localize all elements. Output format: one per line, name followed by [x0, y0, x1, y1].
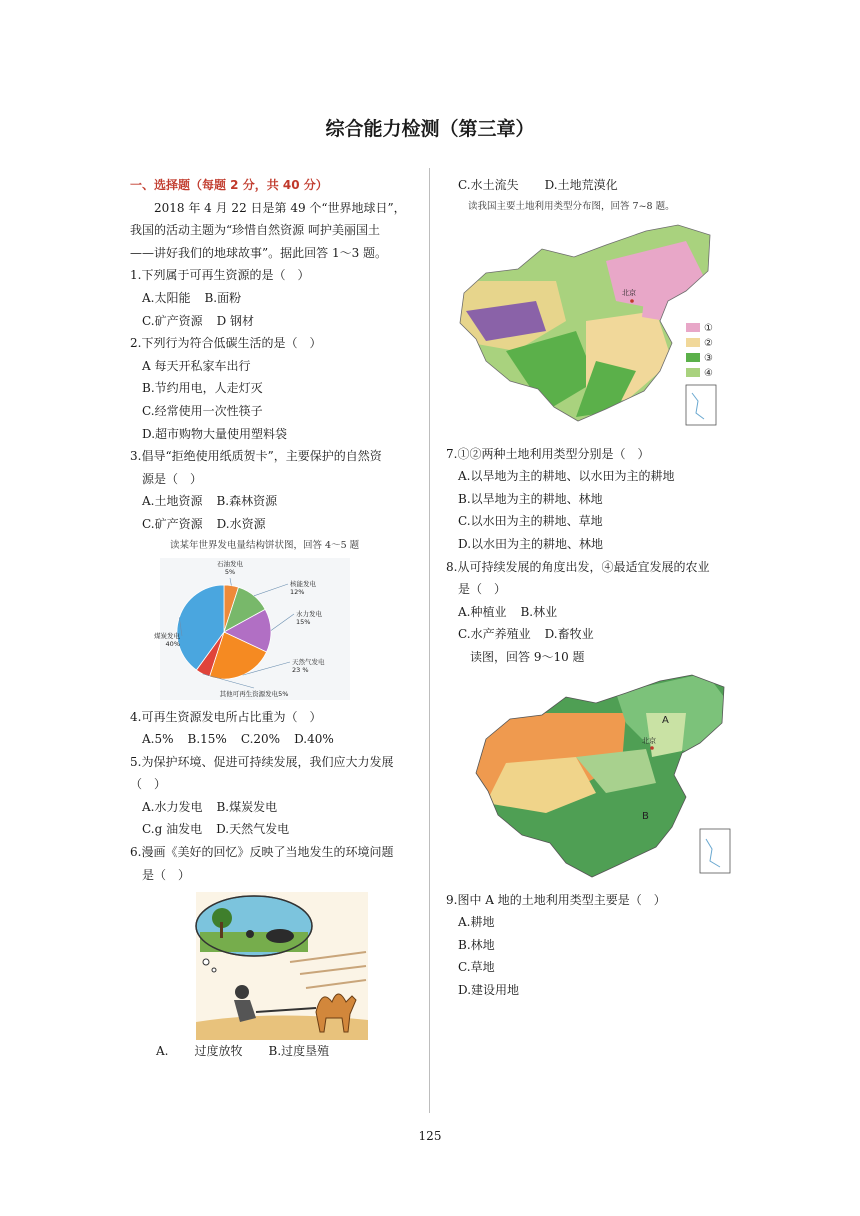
option: C.g 油发电: [142, 822, 203, 837]
option: A.种植业: [458, 604, 507, 619]
option: D.水资源: [216, 516, 266, 531]
option: A.5%: [142, 732, 174, 747]
question-4: 4.可再生资源发电所占比重为（ ）: [130, 709, 322, 724]
pie-label: 水力发电: [296, 609, 322, 618]
map2-figure: [446, 673, 736, 883]
pie-value-label: 5%: [224, 567, 236, 576]
option: D 钢材: [216, 313, 255, 328]
legend-swatch-3: [686, 353, 700, 362]
cartoon-figure: [130, 892, 420, 1040]
column-divider: [429, 168, 430, 1113]
option: C.水产养殖业: [458, 627, 531, 642]
question-8: 8.从可持续发展的角度出发，④最适宜发展的农业: [446, 559, 710, 574]
map2-caption: 读图，回答 9～10 题: [470, 649, 585, 664]
section-heading: 一、选择题（每题 2 分，共 40 分）: [130, 178, 328, 192]
option: 过度放牧: [194, 1044, 243, 1059]
q5-options: [130, 818, 420, 841]
q1-options: [130, 287, 420, 310]
pie-value-label: 40%: [165, 639, 180, 648]
q8-options: [446, 601, 736, 624]
option: C.矿产资源: [142, 313, 203, 328]
legend-label-4: ④: [704, 367, 713, 379]
q1-options: [130, 310, 420, 333]
option: A.水力发电: [142, 799, 203, 814]
option: B.林地: [458, 937, 495, 952]
right-column: [446, 174, 736, 1002]
option: D.以水田为主的耕地、林地: [458, 536, 604, 551]
question-6: 6.漫画《美好的回忆》反映了当地发生的环境问题: [130, 845, 394, 860]
map2-land: [446, 673, 736, 883]
cartoon-illustration: [130, 892, 420, 1040]
question-3-cont: 源是（ ）: [142, 471, 203, 486]
pie-label: 核能发电: [290, 579, 316, 588]
legend-swatch-1: [686, 323, 700, 332]
page-title: 综合能力检测（第三章）: [325, 118, 535, 140]
pie-label: 石油发电: [217, 559, 243, 568]
option: B.煤炭发电: [216, 799, 278, 814]
map1-legend: [686, 323, 713, 379]
option: C.水土流失: [458, 178, 519, 192]
q4-options: [130, 728, 420, 751]
option: C.20%: [240, 732, 281, 747]
option: A 每天开私家车出行: [142, 358, 251, 373]
land-use-map: [446, 221, 736, 439]
option: B.以旱地为主的耕地、林地: [458, 491, 603, 506]
ox-icon: [266, 929, 294, 943]
option: A.太阳能: [142, 290, 191, 305]
question-2: 2.下列行为符合低碳生活的是（ ）: [130, 336, 322, 351]
q8-options: [446, 623, 736, 646]
legend-label-2: ②: [704, 337, 713, 349]
pie-label: 天然气发电: [292, 657, 325, 666]
option: D.畜牧业: [544, 627, 594, 642]
map1-caption: 读我国主要土地利用类型分布图，回答 7~8 题。: [468, 200, 675, 212]
option: C.草地: [458, 960, 495, 975]
option: D.建设用地: [458, 982, 520, 997]
option: A.以旱地为主的耕地、以水田为主的耕地: [458, 469, 675, 484]
map2-city: 北京: [642, 736, 656, 745]
question-9: 9.图中 A 地的土地利用类型主要是（ ）: [446, 892, 666, 907]
pie-label: 煤炭发电: [154, 631, 180, 640]
question-5-cont: （ ）: [130, 777, 167, 792]
option: C.矿产资源: [142, 516, 203, 531]
legend-swatch-4: [686, 368, 700, 377]
option: B.15%: [187, 732, 227, 747]
q5-options: [130, 796, 420, 819]
question-6-cont: 是（ ）: [142, 867, 191, 882]
pie-chart: [130, 556, 420, 702]
south-sea-inset: [686, 385, 716, 425]
legend-swatch-2: [686, 338, 700, 347]
land-type-map: [446, 673, 736, 883]
q3-options: [130, 513, 420, 536]
pie-value-label: 12%: [290, 587, 305, 596]
option: A.土地资源: [142, 494, 203, 509]
question-1: 1.下列属于可再生资源的是（ ）: [130, 268, 310, 283]
question-7: 7.①②两种土地利用类型分别是（ ）: [446, 446, 650, 461]
option: D.土地荒漠化: [544, 178, 618, 192]
option: B.林业: [520, 604, 558, 619]
pie-figure: [130, 556, 420, 702]
map1-figure: [446, 221, 736, 439]
map1-city: 北京: [622, 288, 636, 297]
legend-label-3: ③: [704, 352, 713, 364]
question-5: 5.为保护环境、促进可持续发展，我们应大力发展: [130, 754, 394, 769]
option: D.40%: [294, 732, 334, 747]
option: D.超市购物大量使用塑料袋: [142, 426, 288, 441]
option: B.过度垦殖: [268, 1044, 330, 1059]
pie-value-label: 15%: [296, 617, 311, 626]
intro-line: 我国的活动主题为“珍惜自然资源 呵护美丽国土: [130, 223, 380, 238]
option: C.以水田为主的耕地、草地: [458, 514, 603, 529]
question-8-cont: 是（ ）: [458, 582, 507, 597]
map2-label-b: B: [642, 810, 649, 822]
page-number: 125: [418, 1129, 442, 1143]
intro-line: ——讲好我们的地球故事”。据此回答 1～3 题。: [130, 245, 388, 260]
map2-label-a: A: [662, 714, 669, 726]
pie-caption: 读某年世界发电量结构饼状图，回答 4～5 题: [170, 539, 360, 551]
left-column: [130, 174, 420, 1063]
farmer-head: [235, 985, 249, 999]
q6-options: [130, 1040, 420, 1063]
pie-value-label: 23 %: [292, 665, 309, 674]
option: B.节约用电，人走灯灭: [142, 381, 263, 396]
farmer-icon: [246, 930, 254, 938]
pie-label: 其他可再生资源发电5%: [219, 689, 289, 698]
option: A.耕地: [458, 915, 495, 930]
legend-label-1: ①: [704, 322, 713, 334]
option: B.面粉: [204, 290, 242, 305]
q6-options-cont: [446, 174, 736, 197]
q3-options: [130, 490, 420, 513]
south-sea-inset: [700, 829, 730, 873]
option: C.经常使用一次性筷子: [142, 403, 263, 418]
intro-line: 2018 年 4 月 22 日是第 49 个“世界地球日”，: [154, 200, 406, 215]
option: D.天然气发电: [216, 822, 290, 837]
option: B.森林资源: [216, 494, 278, 509]
option: A.: [156, 1044, 169, 1059]
question-3: 3.倡导“拒绝使用纸质贺卡”，主要保护的自然资: [130, 449, 382, 464]
